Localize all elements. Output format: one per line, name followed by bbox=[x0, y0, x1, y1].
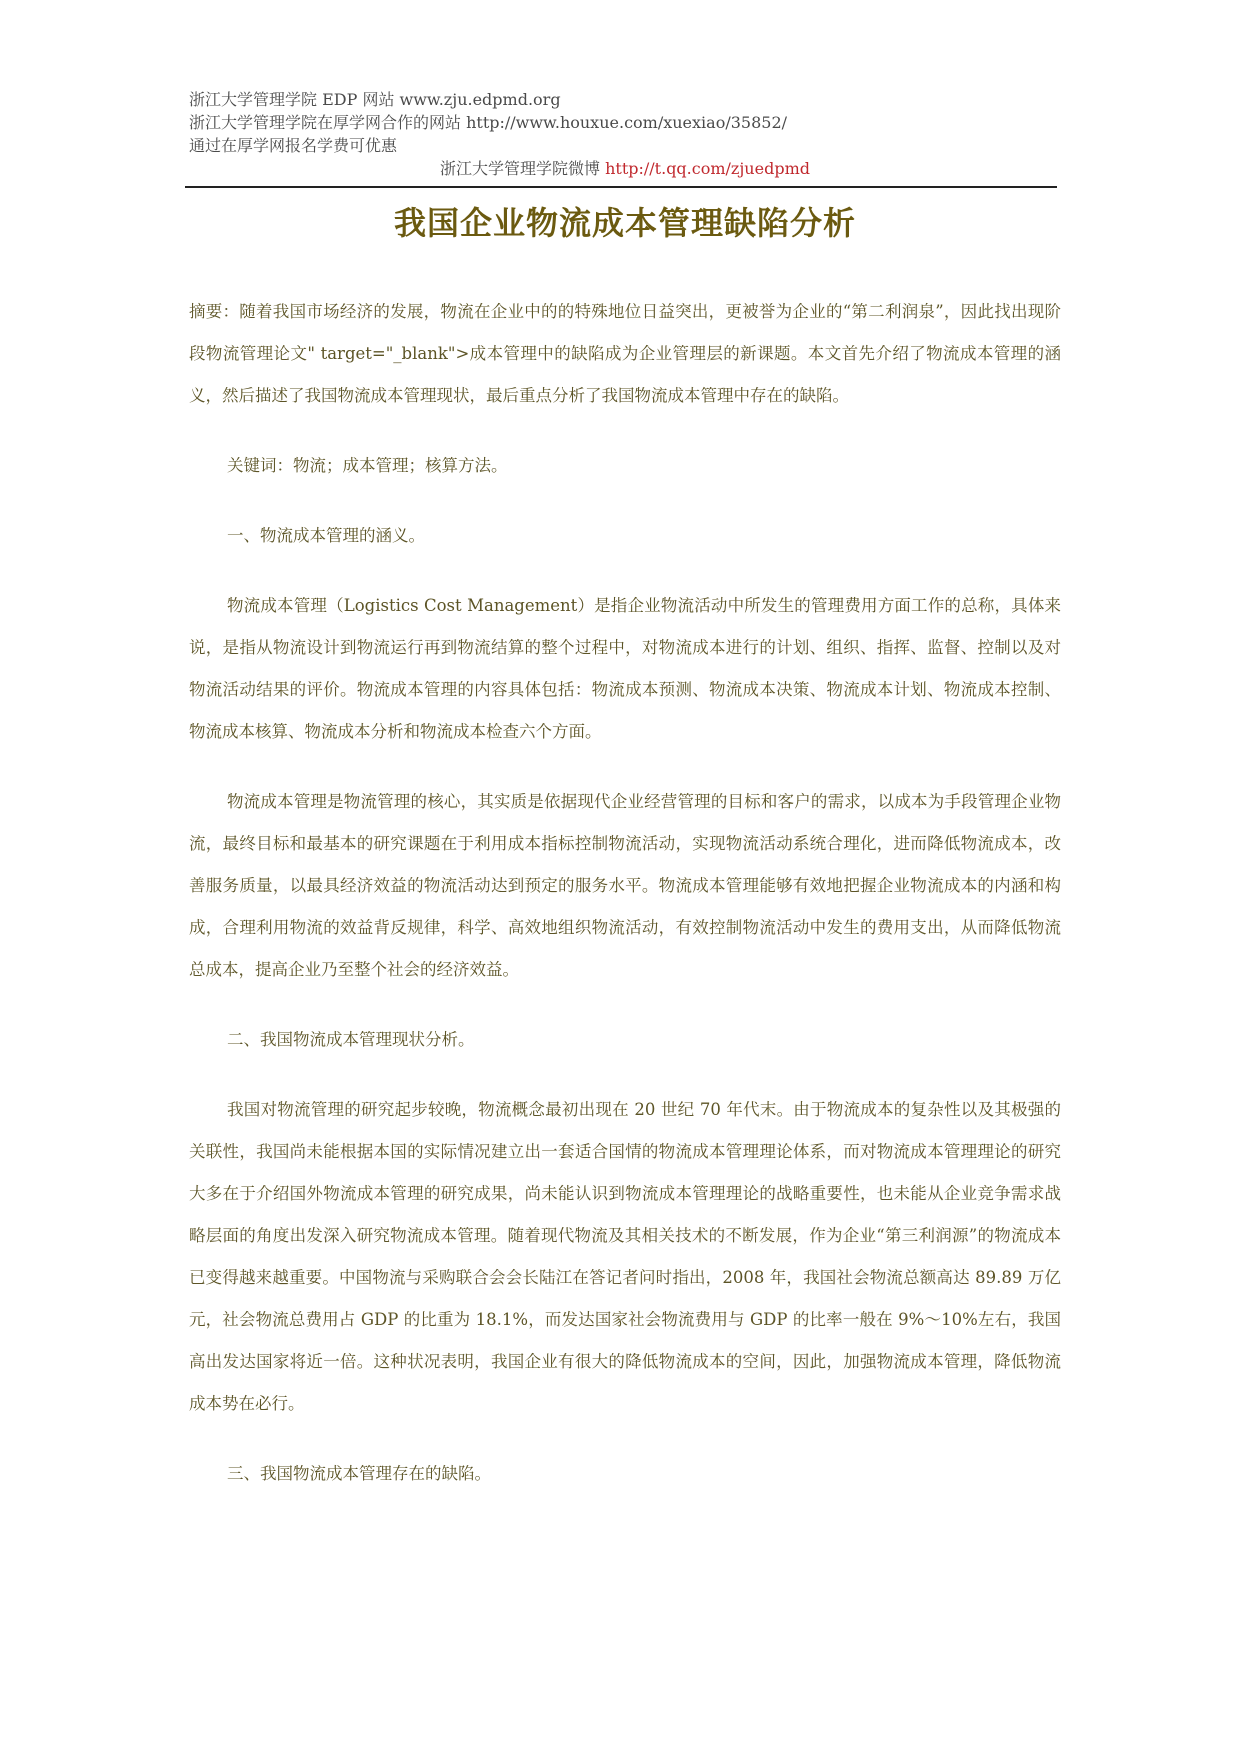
document-page bbox=[189, 88, 1061, 1495]
keywords-line: 关键词：物流；成本管理；核算方法。 bbox=[227, 456, 508, 475]
section-1-heading: 一、物流成本管理的涵义。 bbox=[227, 526, 425, 545]
header-discount-note: 通过在厚学网报名学费可优惠 bbox=[189, 136, 398, 155]
header-edp-website: 浙江大学管理学院 EDP 网站 www.zju.edpmd.org bbox=[189, 90, 561, 109]
section-3-heading: 三、我国物流成本管理存在的缺陷。 bbox=[227, 1464, 491, 1483]
header-houxue-website: 浙江大学管理学院在厚学网合作的网站 http://www.houxue.com/xuexiao/35852/ bbox=[189, 113, 788, 132]
header-weibo bbox=[189, 157, 1061, 180]
section-1-paragraph-2: 物流成本管理是物流管理的核心，其实质是依据现代企业经营管理的目标和客户的需求，以成本为手段管理企业物流，最终目标和最基本的研究课题在于利用成本指标控制物流活动，实现物流活动系统合理化，进而降低物流成本，改善服务质量，以最具经济效益的物流活动达到预定的服务水平。物流成本管理能够有效地把握企业物流成本的内涵和构成，合理利用物流的效益背反规律，科学、高效地组织物流活动，有效控制物流活动中发生的费用支出，从而降低物流总成本，提高企业乃至整个社会的经济效益。 bbox=[189, 792, 1061, 979]
weibo-label: 浙江大学管理学院微博 bbox=[440, 159, 606, 178]
weibo-link[interactable]: http://t.qq.com/zjuedpmd bbox=[605, 159, 810, 178]
document-title: 我国企业物流成本管理缺陷分析 bbox=[393, 204, 856, 242]
section-2-paragraph-1: 我国对物流管理的研究起步较晚，物流概念最初出现在 20 世纪 70 年代末。由于物流成本的复杂性以及其极强的关联性，我国尚未能根据本国的实际情况建立出一套适合国情的物流成本管理理论体系，而对物流成本管理理论的研究大多在于介绍国外物流成本管理的研究成果，尚未能认识到物流成本管理理论的战略重要性，也未能从企业竞争需求战略层面的角度出发深入研究物流成本管理。随着现代物流及其相关技术的不断发展，作为企业“第三利润源”的物流成本已变得越来越重要。中国物流与采购联合会会长陆江在答记者问时指出，2008 年，我国社会物流总额高达 89.89 万亿元，社会物流总费用占 GDP 的比重为 18.1%，而发达国家社会物流费用与 GDP 的比率一般在 9%～10%左右，我国高出发达国家将近一倍。这种状况表明，我国企业有很大的降低物流成本的空间，因此，加强物流成本管理，降低物流成本势在必行。 bbox=[189, 1100, 1061, 1413]
header-divider bbox=[185, 186, 1057, 188]
section-1-paragraph-1: 物流成本管理（Logistics Cost Management）是指企业物流活动中所发生的管理费用方面工作的总称，具体来说，是指从物流设计到物流运行再到物流结算的整个过程中，对物流成本进行的计划、组织、指挥、监督、控制以及对物流活动结果的评价。物流成本管理的内容具体包括：物流成本预测、物流成本决策、物流成本计划、物流成本控制、物流成本核算、物流成本分析和物流成本检查六个方面。 bbox=[189, 596, 1061, 741]
abstract-paragraph: 摘要：随着我国市场经济的发展，物流在企业中的的特殊地位日益突出，更被誉为企业的“第二利润泉”，因此找出现阶段物流管理论文" target="_blank">成本管理中的缺陷成为企业管理层的新课题。本文首先介绍了物流成本管理的涵义，然后描述了我国物流成本管理现状，最后重点分析了我国物流成本管理中存在的缺陷。 bbox=[189, 302, 1061, 405]
section-2-heading: 二、我国物流成本管理现状分析。 bbox=[227, 1030, 475, 1049]
